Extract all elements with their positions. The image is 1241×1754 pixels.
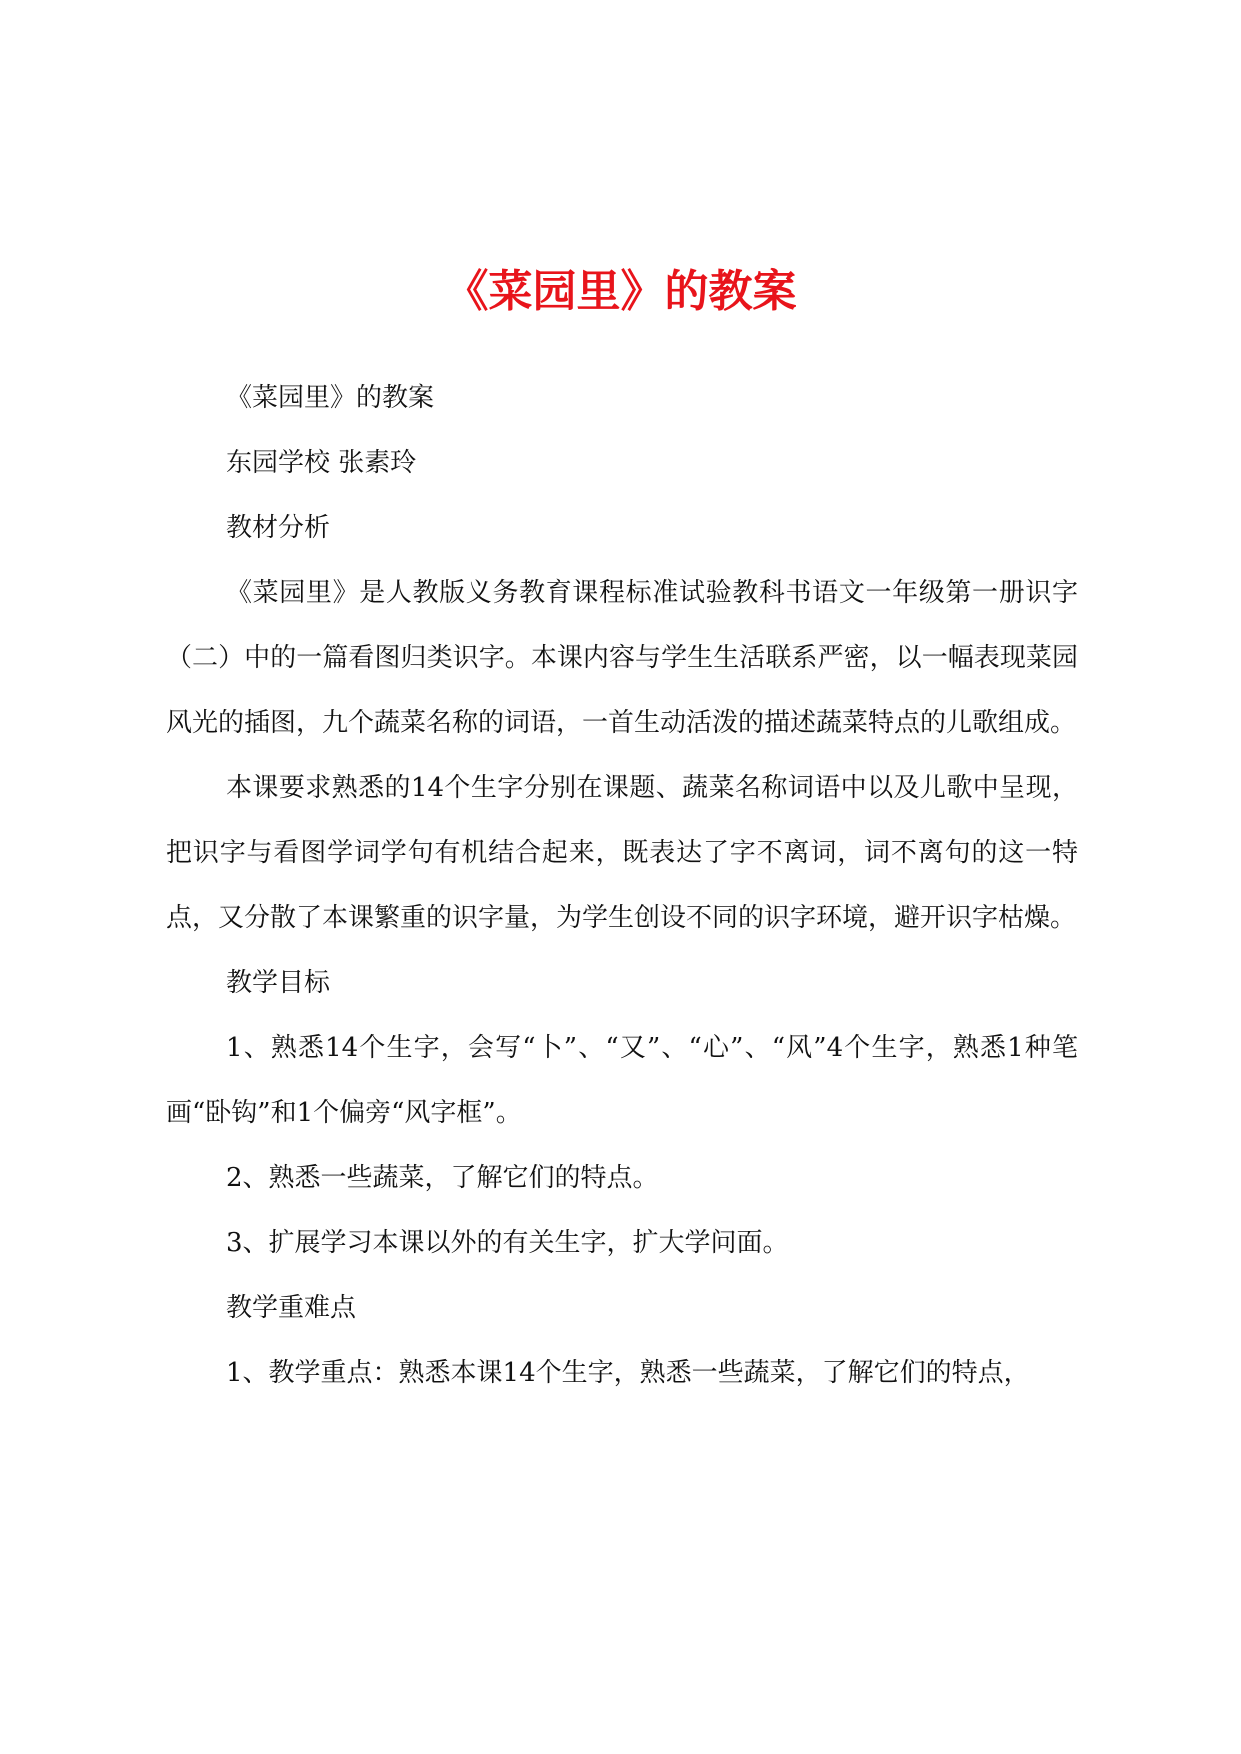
document-title: 《菜园里》的教案 <box>444 266 797 317</box>
document-body <box>166 366 1078 1406</box>
paragraph-material-intro: 《菜园里》是人教版义务教育课程标准试验教科书语文一年级第一册识字（二）中的一篇看图归类识字。本课内容与学生生活联系严密，以一幅表现菜园风光的插图，九个蔬菜名称的词语，一首生动活泼的描述蔬菜特点的儿歌组成。 <box>166 578 1078 738</box>
paragraph-goal-2: 2、熟悉一些蔬菜，了解它们的特点。 <box>226 1163 659 1193</box>
section-heading-teaching-goals: 教学目标 <box>226 968 331 998</box>
section-heading-material-analysis: 教材分析 <box>226 513 331 543</box>
paragraph-key-point-1: 1、教学重点：熟悉本课14个生字，熟悉一些蔬菜，了解它们的特点， <box>226 1358 1030 1388</box>
paragraph-goal-1: 1、熟悉14个生字，会写“卜”、“又”、“心”、“风”4个生字，熟悉1种笔画“卧钩”和1个偏旁“风字框”。 <box>166 1033 1078 1128</box>
paragraph-heading-repeat: 《菜园里》的教案 <box>226 383 435 413</box>
paragraph-material-requirements: 本课要求熟悉的14个生字分别在课题、蔬菜名称词语中以及儿歌中呈现，把识字与看图学词学句有机结合起来，既表达了字不离词，词不离句的这一特点，又分散了本课繁重的识字量，为学生创设不同的识字环境，避开识字枯燥。 <box>166 773 1078 933</box>
paragraph-author: 东园学校 张素玲 <box>226 448 417 478</box>
section-heading-key-points: 教学重难点 <box>226 1293 357 1323</box>
paragraph-goal-3: 3、扩展学习本课以外的有关生字，扩大学问面。 <box>226 1228 789 1258</box>
